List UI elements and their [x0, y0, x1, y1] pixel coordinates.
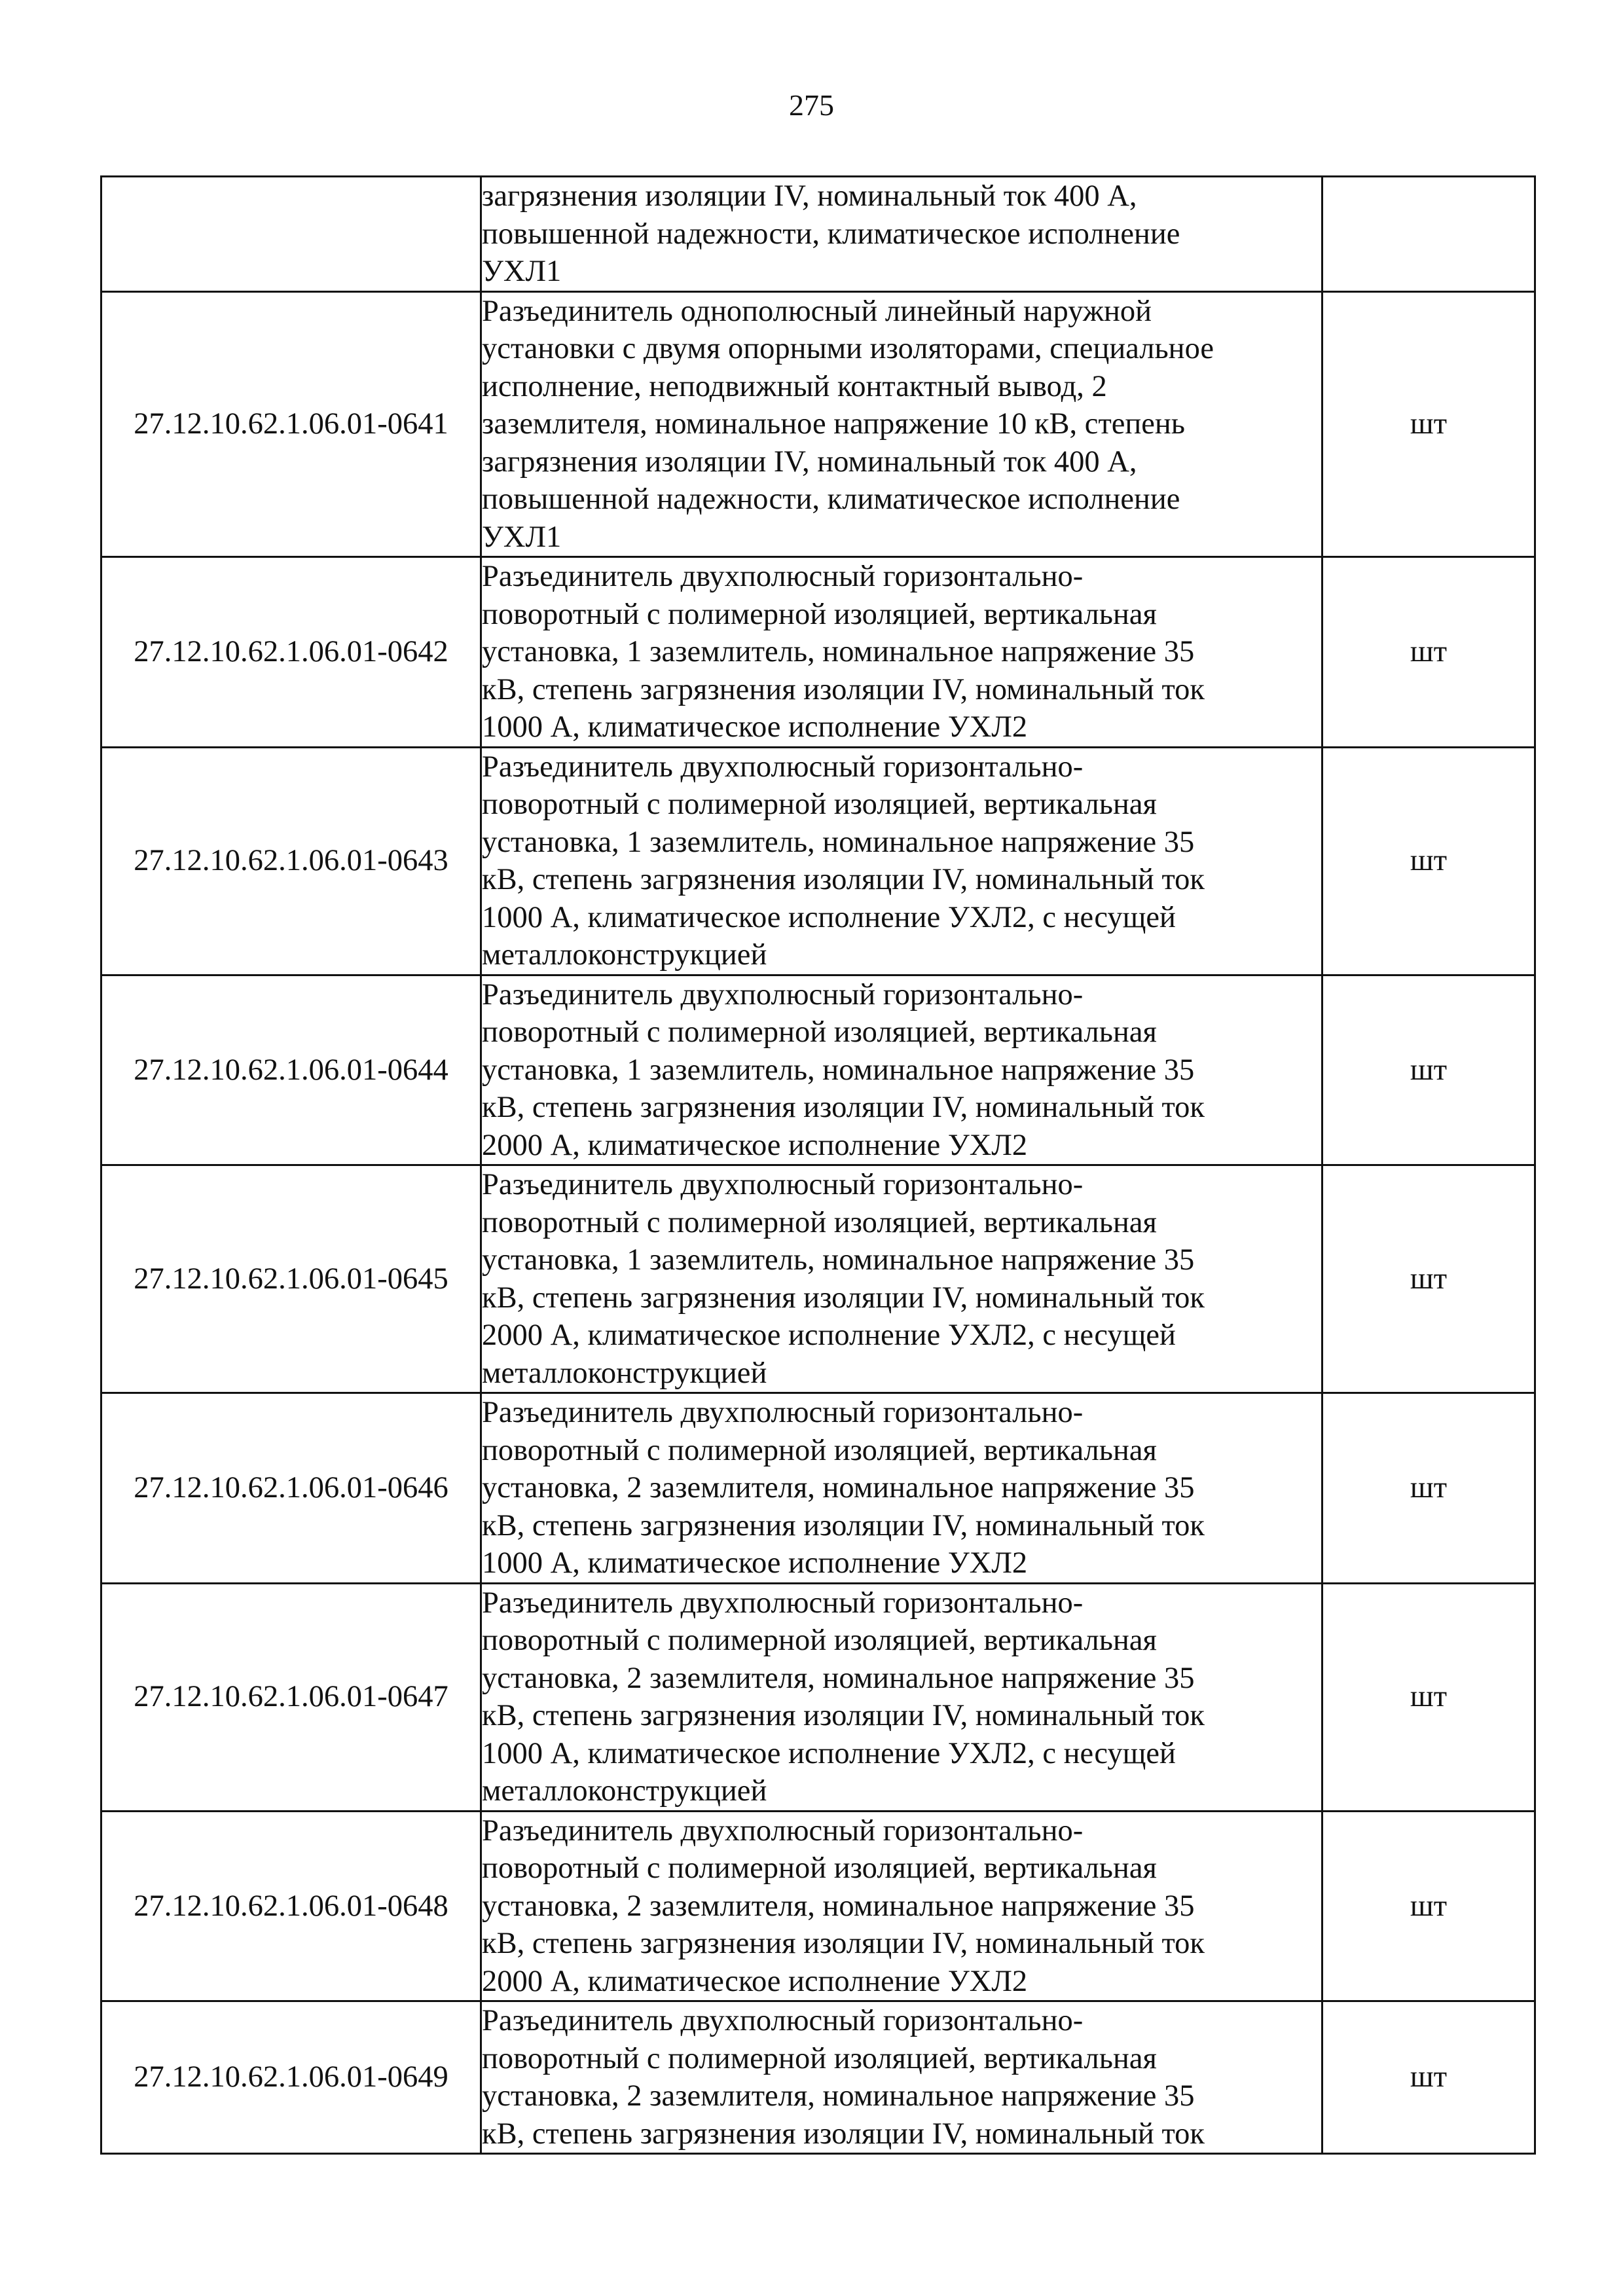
description-line: поворотный с полимерной изоляцией, вертикальная — [482, 597, 1157, 631]
description-line: металлоконструкцией — [482, 1356, 767, 1390]
description-line: 1000 А, климатическое исполнение УХЛ2, с несущей — [482, 900, 1176, 934]
resource-code: 27.12.10.62.1.06.01-0649 — [101, 2001, 481, 2154]
resource-description — [481, 1811, 1322, 2001]
resource-description — [481, 1165, 1322, 1393]
table-row — [101, 1165, 1535, 1393]
description-line: кВ, степень загрязнения изоляции IV, номинальный ток — [482, 1508, 1205, 1542]
table-row — [101, 1811, 1535, 2001]
table-row — [101, 557, 1535, 748]
resource-code: 27.12.10.62.1.06.01-0648 — [101, 1811, 481, 2001]
resource-code: 27.12.10.62.1.06.01-0642 — [101, 557, 481, 748]
resource-description — [481, 1393, 1322, 1584]
resource-description — [481, 747, 1322, 975]
resource-description — [481, 975, 1322, 1165]
resource-description — [481, 291, 1322, 557]
description-line: установка, 2 заземлителя, номинальное напряжение 35 — [482, 1661, 1195, 1695]
unit-of-measure: шт — [1322, 747, 1535, 975]
description-line: металлоконструкцией — [482, 938, 767, 972]
unit-of-measure: шт — [1322, 1811, 1535, 2001]
description-line: 1000 А, климатическое исполнение УХЛ2, с несущей — [482, 1736, 1176, 1770]
description-line: кВ, степень загрязнения изоляции IV, номинальный ток — [482, 1927, 1205, 1960]
description-line: поворотный с полимерной изоляцией, вертикальная — [482, 2041, 1157, 2075]
unit-of-measure: шт — [1322, 1165, 1535, 1393]
description-line: установка, 2 заземлителя, номинальное напряжение 35 — [482, 2079, 1195, 2113]
description-line: Разъединитель двухполюсный горизонтально- — [482, 1813, 1084, 1848]
description-line: повышенной надежности, климатическое исполнение — [482, 217, 1180, 251]
resource-description — [481, 177, 1322, 292]
resource-code: 27.12.10.62.1.06.01-0646 — [101, 1393, 481, 1584]
description-line: кВ, степень загрязнения изоляции IV, номинальный ток — [482, 863, 1205, 896]
description-line: Разъединитель двухполюсный горизонтально- — [482, 977, 1084, 1011]
description-line: повышенной надежности, климатическое исполнение — [482, 483, 1180, 516]
catalog-table-body — [101, 177, 1535, 2154]
description-line: загрязнения изоляции IV, номинальный ток 400 А, — [482, 445, 1137, 479]
description-line: заземлителя, номинальное напряжение 10 кВ, степень — [482, 407, 1186, 441]
table-row — [101, 2001, 1535, 2154]
unit-of-measure: шт — [1322, 557, 1535, 748]
catalog-table — [100, 175, 1536, 2155]
description-line: УХЛ1 — [482, 255, 562, 288]
unit-of-measure: шт — [1322, 2001, 1535, 2154]
description-line: Разъединитель двухполюсный горизонтально- — [482, 750, 1084, 784]
description-line: поворотный с полимерной изоляцией, вертикальная — [482, 1851, 1157, 1885]
page-number: 275 — [789, 88, 834, 122]
description-line: установка, 1 заземлитель, номинальное напряжение 35 — [482, 1243, 1195, 1277]
description-line: УХЛ1 — [482, 520, 562, 554]
unit-of-measure: шт — [1322, 1583, 1535, 1811]
table-row — [101, 1583, 1535, 1811]
description-line: поворотный с полимерной изоляцией, вертикальная — [482, 788, 1157, 821]
unit-of-measure: шт — [1322, 1393, 1535, 1584]
table-row — [101, 975, 1535, 1165]
description-line: установка, 1 заземлитель, номинальное напряжение 35 — [482, 825, 1195, 859]
description-line: установка, 1 заземлитель, номинальное напряжение 35 — [482, 1053, 1195, 1087]
description-line: установка, 1 заземлитель, номинальное напряжение 35 — [482, 635, 1195, 668]
description-line: Разъединитель однополюсный линейный наружной — [482, 294, 1152, 328]
description-line: кВ, степень загрязнения изоляции IV, номинальный ток — [482, 2117, 1205, 2151]
description-line: кВ, степень загрязнения изоляции IV, номинальный ток — [482, 1281, 1205, 1315]
description-line: металлоконструкцией — [482, 1774, 767, 1808]
table-row — [101, 291, 1535, 557]
description-line: 2000 А, климатическое исполнение УХЛ2 — [482, 1964, 1028, 1998]
description-line: поворотный с полимерной изоляцией, вертикальная — [482, 1433, 1157, 1467]
description-line: Разъединитель двухполюсный горизонтально- — [482, 2004, 1084, 2037]
description-line: установки с двумя опорными изоляторами, специальное — [482, 332, 1214, 365]
unit-of-measure — [1322, 177, 1535, 292]
description-line: установка, 2 заземлителя, номинальное напряжение 35 — [482, 1471, 1195, 1504]
description-line: кВ, степень загрязнения изоляции IV, номинальный ток — [482, 1699, 1205, 1732]
description-line: загрязнения изоляции IV, номинальный ток 400 А, — [482, 179, 1137, 213]
description-line: кВ, степень загрязнения изоляции IV, номинальный ток — [482, 672, 1205, 706]
description-line: кВ, степень загрязнения изоляции IV, номинальный ток — [482, 1091, 1205, 1124]
description-line: поворотный с полимерной изоляцией, вертикальная — [482, 1624, 1157, 1657]
resource-description — [481, 557, 1322, 748]
description-line: установка, 2 заземлителя, номинальное напряжение 35 — [482, 1889, 1195, 1923]
resource-code — [101, 177, 481, 292]
description-line: поворотный с полимерной изоляцией, вертикальная — [482, 1205, 1157, 1239]
description-line: 2000 А, климатическое исполнение УХЛ2, с несущей — [482, 1319, 1176, 1352]
resource-code: 27.12.10.62.1.06.01-0643 — [101, 747, 481, 975]
resource-code: 27.12.10.62.1.06.01-0641 — [101, 291, 481, 557]
description-line: Разъединитель двухполюсный горизонтально- — [482, 1396, 1084, 1429]
description-line: Разъединитель двухполюсный горизонтально- — [482, 1168, 1084, 1201]
description-line: Разъединитель двухполюсный горизонтально- — [482, 1586, 1084, 1620]
resource-code: 27.12.10.62.1.06.01-0644 — [101, 975, 481, 1165]
description-line: 1000 А, климатическое исполнение УХЛ2 — [482, 710, 1028, 744]
table-row — [101, 747, 1535, 975]
table-row — [101, 1393, 1535, 1584]
description-line: 1000 А, климатическое исполнение УХЛ2 — [482, 1546, 1028, 1580]
description-line: Разъединитель двухполюсный горизонтально- — [482, 560, 1084, 593]
description-line: поворотный с полимерной изоляцией, вертикальная — [482, 1015, 1157, 1049]
resource-description — [481, 1583, 1322, 1811]
table-row — [101, 177, 1535, 292]
description-line: исполнение, неподвижный контактный вывод, 2 — [482, 369, 1107, 403]
resource-code: 27.12.10.62.1.06.01-0647 — [101, 1583, 481, 1811]
description-line: 2000 А, климатическое исполнение УХЛ2 — [482, 1128, 1028, 1162]
unit-of-measure: шт — [1322, 291, 1535, 557]
unit-of-measure: шт — [1322, 975, 1535, 1165]
resource-description — [481, 2001, 1322, 2154]
resource-code: 27.12.10.62.1.06.01-0645 — [101, 1165, 481, 1393]
